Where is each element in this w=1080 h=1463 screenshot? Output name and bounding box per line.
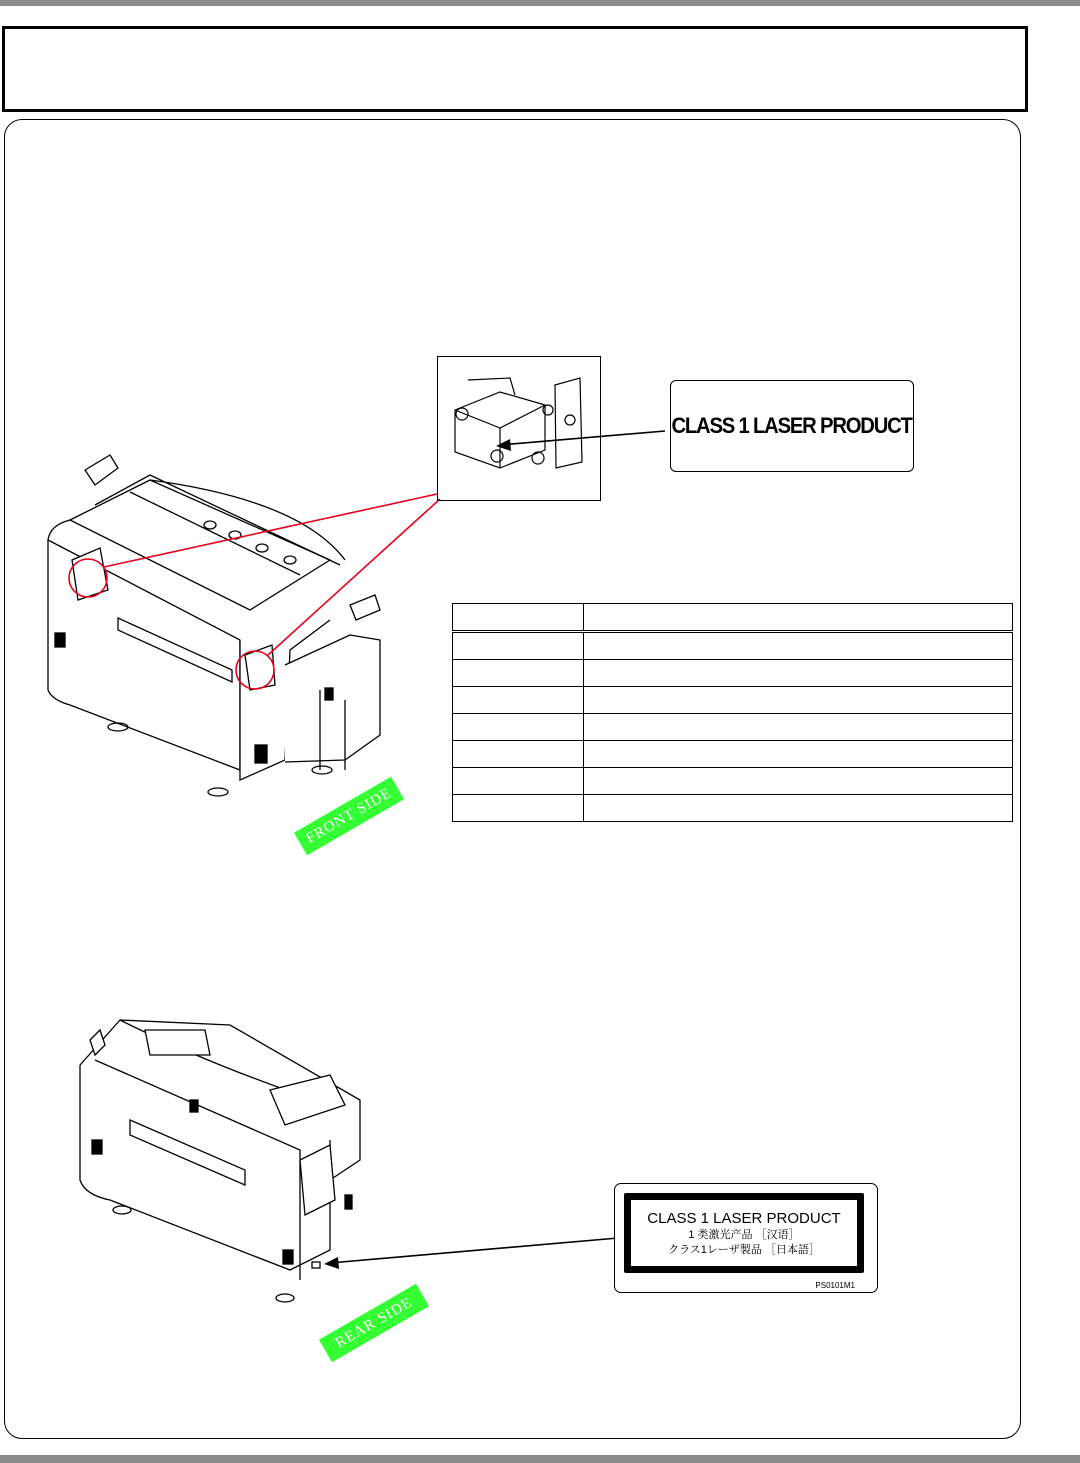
bottom-rule — [0, 1455, 1080, 1463]
specification-table — [452, 603, 1013, 822]
table-row — [453, 768, 1013, 795]
rear-label-line-1: CLASS 1 LASER PRODUCT — [647, 1209, 841, 1227]
rear-machine-drawing — [80, 1020, 360, 1302]
front-laser-label-text: CLASS 1 LASER PRODUCT — [671, 413, 913, 438]
table-row — [453, 741, 1013, 768]
rear-label-code: PS0101M1 — [815, 1281, 855, 1290]
rear-side-tag: REAR SIDE — [319, 1284, 429, 1363]
front-machine-drawing — [48, 455, 380, 796]
table-header-row — [453, 604, 1013, 632]
laser-module-inset — [437, 356, 601, 501]
rear-laser-label — [614, 1183, 878, 1293]
rear-label-arrow — [330, 1238, 618, 1263]
table-row — [453, 687, 1013, 714]
front-side-tag: FRONT SIDE — [294, 777, 404, 856]
table-row — [453, 714, 1013, 741]
table-row — [453, 795, 1013, 822]
table-row — [453, 632, 1013, 660]
rear-label-line-3: クラス1レーザ製品 ［日本語］ — [668, 1243, 820, 1256]
rear-laser-label-border — [624, 1193, 864, 1273]
front-laser-label — [670, 380, 914, 472]
table-row — [453, 660, 1013, 687]
rear-label-line-2: 1 类激光产品 ［汉语］ — [688, 1228, 800, 1241]
